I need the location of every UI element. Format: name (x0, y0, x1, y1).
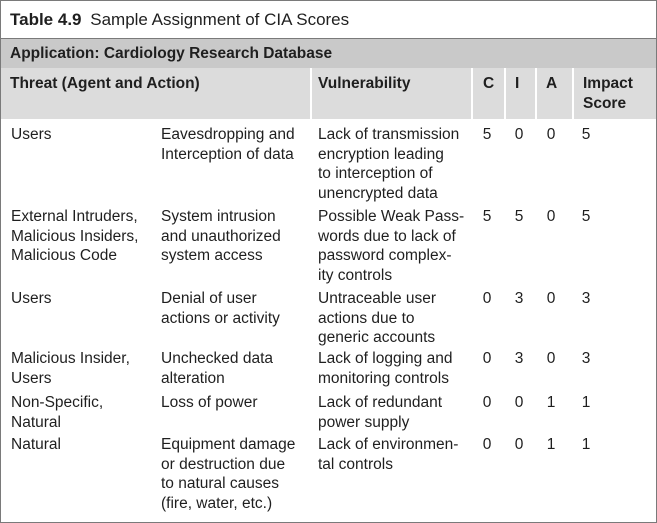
cell-c: 0 (482, 394, 492, 411)
cell-a: 0 (546, 126, 556, 143)
cell-i: 5 (514, 208, 524, 225)
cell-line: Unchecked data (161, 350, 274, 367)
cell-i: 0 (514, 436, 524, 453)
header-divider (471, 68, 473, 119)
cell-agent (11, 349, 156, 388)
header-impact-line1: Impact (583, 75, 633, 92)
cell-action (161, 435, 311, 513)
cell-a: 1 (546, 394, 556, 411)
application-row (1, 38, 656, 69)
cell-line: Users (11, 369, 52, 387)
header-impact-score (583, 74, 633, 114)
cell-line: and unauthorized (161, 227, 281, 245)
cell-line: Lack of transmission (318, 126, 460, 143)
cell-line: Possible Weak Pass- (318, 208, 465, 225)
cell-line: (fire, water, etc.) (161, 494, 273, 512)
cell-line: unencrypted data (318, 184, 438, 202)
table-caption (1, 1, 656, 38)
cell-i: 0 (514, 126, 524, 143)
cell-c: 0 (482, 436, 492, 453)
cell-line: generic accounts (318, 329, 436, 346)
cell-line: Malicious Code (11, 247, 117, 264)
cell-line: Interception of data (161, 145, 294, 163)
cell-a: 0 (546, 208, 556, 225)
cell-line: or destruction due (161, 455, 286, 473)
cell-line: External Intruders, (11, 208, 138, 225)
cell-line: monitoring controls (318, 369, 449, 387)
cell-line: Users (11, 290, 52, 307)
cell-vuln (318, 349, 473, 388)
cell-line: actions or activity (161, 309, 280, 327)
cell-vuln (318, 289, 473, 348)
cell-agent (11, 207, 156, 266)
cell-line: Lack of environmen- (318, 436, 459, 453)
cell-vuln (318, 207, 473, 285)
cell-line: Natural (11, 413, 61, 431)
cell-c: 5 (482, 208, 492, 225)
cell-impact: 1 (581, 436, 591, 453)
cell-a: 1 (546, 436, 556, 453)
cell-impact: 1 (581, 394, 591, 411)
cell-line: alteration (161, 369, 225, 387)
cell-line: encryption leading (318, 145, 444, 163)
application-label: Application: Cardiology Research Database (10, 45, 333, 62)
cell-impact: 5 (581, 126, 591, 143)
cell-line: tal controls (318, 455, 393, 473)
cell-line: Loss of power (161, 394, 258, 411)
header-divider (310, 68, 312, 119)
cell-c: 5 (482, 126, 492, 143)
cell-line: actions due to (318, 309, 415, 327)
header-i: I (515, 75, 520, 92)
cell-line: ity controls (318, 266, 393, 284)
cell-line: Untraceable user (318, 290, 437, 307)
header-row (1, 68, 656, 119)
cell-line: Natural (11, 436, 61, 453)
cell-line: to interception of (318, 165, 433, 182)
cell-action (161, 207, 311, 266)
header-vulnerability: Vulnerability (318, 75, 411, 92)
cell-action (161, 125, 311, 164)
table-number: Table 4.9 (10, 10, 82, 29)
header-a: A (546, 75, 558, 92)
cell-c: 0 (482, 290, 492, 307)
header-c: C (483, 75, 495, 92)
cell-vuln (318, 393, 473, 432)
cell-line: Eavesdropping and (161, 126, 295, 143)
cell-line: Malicious Insider, (11, 350, 130, 367)
cell-agent (11, 125, 156, 145)
header-divider (535, 68, 537, 119)
cell-i: 3 (514, 350, 524, 367)
header-threat: Threat (Agent and Action) (10, 75, 200, 92)
cell-line: system access (161, 247, 263, 264)
cell-line: System intrusion (161, 208, 276, 225)
cell-a: 0 (546, 350, 556, 367)
cell-line: Malicious Insiders, (11, 227, 139, 245)
cell-a: 0 (546, 290, 556, 307)
cell-impact: 5 (581, 208, 591, 225)
cell-line: Equipment damage (161, 436, 296, 453)
cell-impact: 3 (581, 290, 591, 307)
cell-action (161, 289, 311, 328)
table-title: Sample Assignment of CIA Scores (90, 10, 350, 29)
cell-vuln (318, 435, 473, 474)
cell-agent (11, 393, 156, 432)
cell-line: power supply (318, 413, 410, 431)
header-impact-line2: Score (583, 95, 627, 112)
cell-line: Denial of user (161, 290, 257, 307)
cell-c: 0 (482, 350, 492, 367)
header-divider (504, 68, 506, 119)
cell-agent (11, 435, 156, 455)
cell-line: Lack of redundant (318, 394, 443, 411)
cell-impact: 3 (581, 350, 591, 367)
cell-action (161, 349, 311, 388)
cell-line: Lack of logging and (318, 350, 453, 367)
cell-i: 0 (514, 394, 524, 411)
cell-action (161, 393, 311, 413)
cell-line: words due to lack of (318, 227, 456, 245)
cell-line: Non-Specific, (11, 394, 104, 411)
cell-line: Users (11, 126, 52, 143)
header-divider (572, 68, 574, 119)
cell-i: 3 (514, 290, 524, 307)
cell-vuln (318, 125, 473, 203)
cell-line: password complex- (318, 247, 452, 264)
cell-agent (11, 289, 156, 309)
cell-line: to natural causes (161, 475, 280, 492)
